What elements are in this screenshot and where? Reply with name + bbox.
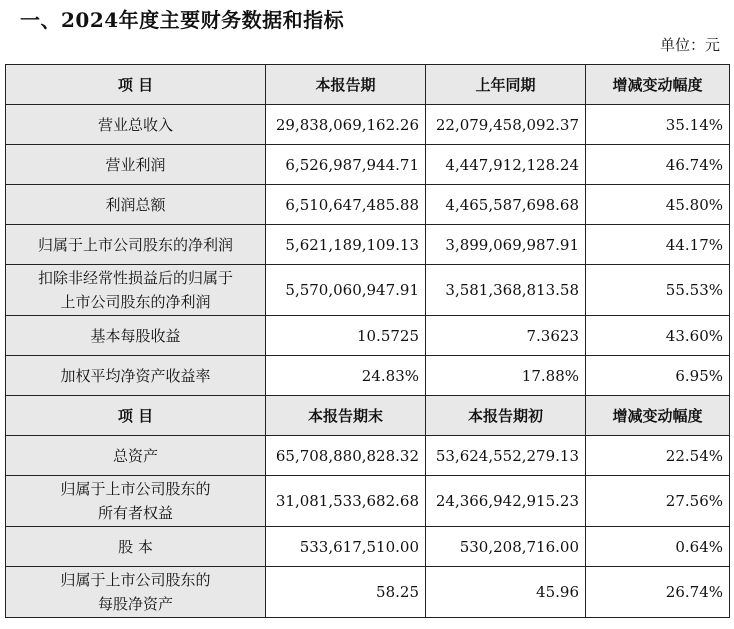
page-title: 一、2024年度主要财务数据和指标 <box>20 8 345 32</box>
change-value: 26.74% <box>586 567 730 618</box>
prior-value: 45.96 <box>426 567 586 618</box>
current-value: 58.25 <box>266 567 426 618</box>
row-label-line: 每股净资产 <box>97 595 173 613</box>
table-row <box>6 185 730 225</box>
prior-value: 3,581,368,813.58 <box>426 265 586 316</box>
row-label-line: 上市公司股东的净利润 <box>60 293 211 311</box>
table-header-row <box>6 65 730 105</box>
row-label <box>6 476 266 527</box>
header-item: 项 目 <box>6 65 266 105</box>
row-label: 营业总收入 <box>6 105 266 145</box>
row-label-line: 扣除非经常性损益后的归属于 <box>37 269 233 287</box>
table-row <box>6 225 730 265</box>
prior-value: 7.3623 <box>426 316 586 356</box>
current-value: 5,570,060,947.91 <box>266 265 426 316</box>
change-value: 46.74% <box>586 145 730 185</box>
row-label-line: 归属于上市公司股东的 <box>60 571 211 589</box>
table-row <box>6 145 730 185</box>
current-value: 31,081,533,682.68 <box>266 476 426 527</box>
prior-value: 22,079,458,092.37 <box>426 105 586 145</box>
row-label: 加权平均净资产收益率 <box>6 356 266 396</box>
change-value: 6.95% <box>586 356 730 396</box>
current-value: 10.5725 <box>266 316 426 356</box>
row-label: 基本每股收益 <box>6 316 266 356</box>
change-value: 0.64% <box>586 527 730 567</box>
change-value: 43.60% <box>586 316 730 356</box>
change-value: 45.80% <box>586 185 730 225</box>
table-row <box>6 476 730 527</box>
prior-value: 17.88% <box>426 356 586 396</box>
current-value: 65,708,880,828.32 <box>266 436 426 476</box>
table-row <box>6 567 730 618</box>
table-row <box>6 356 730 396</box>
row-label <box>6 567 266 618</box>
header-current-period: 本报告期 <box>266 65 426 105</box>
change-value: 22.54% <box>586 436 730 476</box>
current-value: 6,510,647,485.88 <box>266 185 426 225</box>
row-label: 归属于上市公司股东的净利润 <box>6 225 266 265</box>
financial-data-table <box>5 64 730 618</box>
table-row <box>6 436 730 476</box>
row-label: 利润总额 <box>6 185 266 225</box>
prior-value: 4,447,912,128.24 <box>426 145 586 185</box>
table-header-row <box>6 396 730 436</box>
prior-value: 530,208,716.00 <box>426 527 586 567</box>
table-row <box>6 316 730 356</box>
prior-value: 24,366,942,915.23 <box>426 476 586 527</box>
row-label-line: 所有者权益 <box>97 504 173 522</box>
header-item: 项 目 <box>6 396 266 436</box>
table-row <box>6 527 730 567</box>
current-value: 533,617,510.00 <box>266 527 426 567</box>
current-value: 29,838,069,162.26 <box>266 105 426 145</box>
header-prior-period: 上年同期 <box>426 65 586 105</box>
row-label <box>6 265 266 316</box>
row-label: 总资产 <box>6 436 266 476</box>
change-value: 27.56% <box>586 476 730 527</box>
header-period-end: 本报告期末 <box>266 396 426 436</box>
current-value: 5,621,189,109.13 <box>266 225 426 265</box>
prior-value: 53,624,552,279.13 <box>426 436 586 476</box>
row-label-line: 归属于上市公司股东的 <box>60 480 211 498</box>
change-value: 44.17% <box>586 225 730 265</box>
current-value: 6,526,987,944.71 <box>266 145 426 185</box>
table-row <box>6 105 730 145</box>
prior-value: 4,465,587,698.68 <box>426 185 586 225</box>
change-value: 35.14% <box>586 105 730 145</box>
change-value: 55.53% <box>586 265 730 316</box>
row-label: 营业利润 <box>6 145 266 185</box>
prior-value: 3,899,069,987.91 <box>426 225 586 265</box>
table-row <box>6 265 730 316</box>
header-change: 增减变动幅度 <box>586 396 730 436</box>
row-label: 股 本 <box>6 527 266 567</box>
current-value: 24.83% <box>266 356 426 396</box>
unit-label: 单位：元 <box>659 36 720 54</box>
header-change: 增减变动幅度 <box>586 65 730 105</box>
header-period-start: 本报告期初 <box>426 396 586 436</box>
